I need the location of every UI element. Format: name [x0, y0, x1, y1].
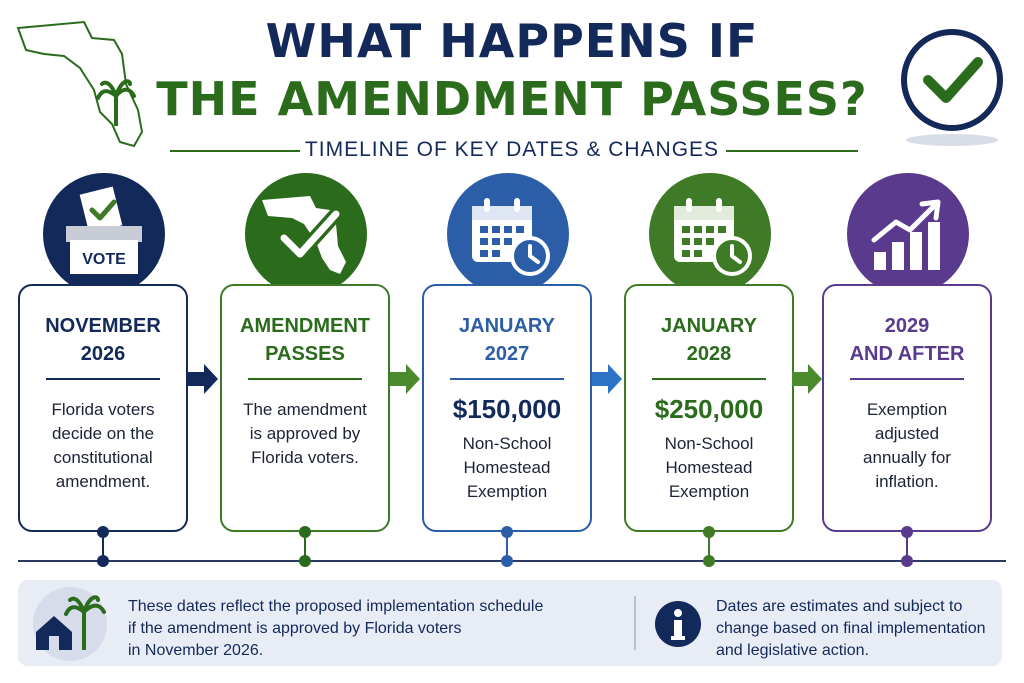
timeline-dot-top — [97, 526, 109, 538]
step-4-body: Non-School Homestead Exemption — [664, 434, 754, 501]
timeline-dot — [703, 555, 715, 567]
timeline-dot-top — [501, 526, 513, 538]
step-5-card — [822, 284, 992, 532]
step-4-amount: $250,000 — [654, 394, 764, 424]
florida-check-icon — [258, 190, 354, 278]
step-2-body: The amendment is approved by Florida voters. — [243, 400, 367, 467]
step-1-card — [18, 284, 188, 532]
arrow-right-icon — [590, 362, 624, 396]
step-3-card — [422, 284, 592, 532]
title-line-1: WHAT HAPPENS IF — [265, 14, 759, 68]
footer-note: These dates reflect the proposed implementation schedule if the amendment is approved by Florida voters in November 2026. — [128, 598, 544, 659]
calendar-clock-icon — [670, 196, 754, 276]
timeline-dot — [901, 555, 913, 567]
info-icon — [654, 600, 702, 648]
step-4-divider — [652, 378, 766, 380]
timeline-dot-top — [901, 526, 913, 538]
ballot-box-label: VOTE — [82, 251, 126, 268]
step-2-divider — [248, 378, 362, 380]
step-4-heading: JANUARY 2028 — [661, 315, 757, 365]
timeline-dot-top — [299, 526, 311, 538]
checkmark-circle-icon — [898, 26, 1006, 148]
step-3-amount: $150,000 — [452, 394, 562, 424]
house-palm-icon — [30, 586, 110, 662]
step-3-heading: JANUARY 2027 — [459, 315, 555, 365]
step-2-card — [220, 284, 390, 532]
bar-chart-rising-icon — [868, 196, 948, 276]
ballot-box-icon — [62, 182, 146, 278]
step-4-card — [624, 284, 794, 532]
footer-disclaimer: Dates are estimates and subject to change based on final implementation and legislative action. — [716, 598, 986, 659]
calendar-clock-icon — [468, 196, 552, 276]
arrow-right-icon — [388, 362, 422, 396]
title-line-2: THE AMENDMENT PASSES? — [156, 72, 868, 126]
arrow-right-icon — [790, 362, 824, 396]
step-1-divider — [46, 378, 160, 380]
footer-divider — [634, 596, 636, 650]
timeline-dot — [97, 555, 109, 567]
step-5-heading: 2029 AND AFTER — [849, 315, 965, 365]
step-3-divider — [450, 378, 564, 380]
subtitle: TIMELINE OF KEY DATES & CHANGES — [304, 138, 720, 161]
subtitle-rule-right — [726, 150, 858, 152]
arrow-right-icon — [186, 362, 220, 396]
step-1-heading: NOVEMBER 2026 — [45, 315, 161, 365]
step-5-divider — [850, 378, 964, 380]
timeline-dot-top — [703, 526, 715, 538]
step-3-body: Non-School Homestead Exemption — [462, 434, 552, 501]
step-5-body: Exemption adjusted annually for inflation. — [863, 400, 951, 491]
timeline-dot — [299, 555, 311, 567]
step-1-body: Florida voters decide on the constitutional amendment. — [51, 400, 155, 491]
timeline-dot — [501, 555, 513, 567]
step-2-heading: AMENDMENT PASSES — [240, 315, 370, 365]
